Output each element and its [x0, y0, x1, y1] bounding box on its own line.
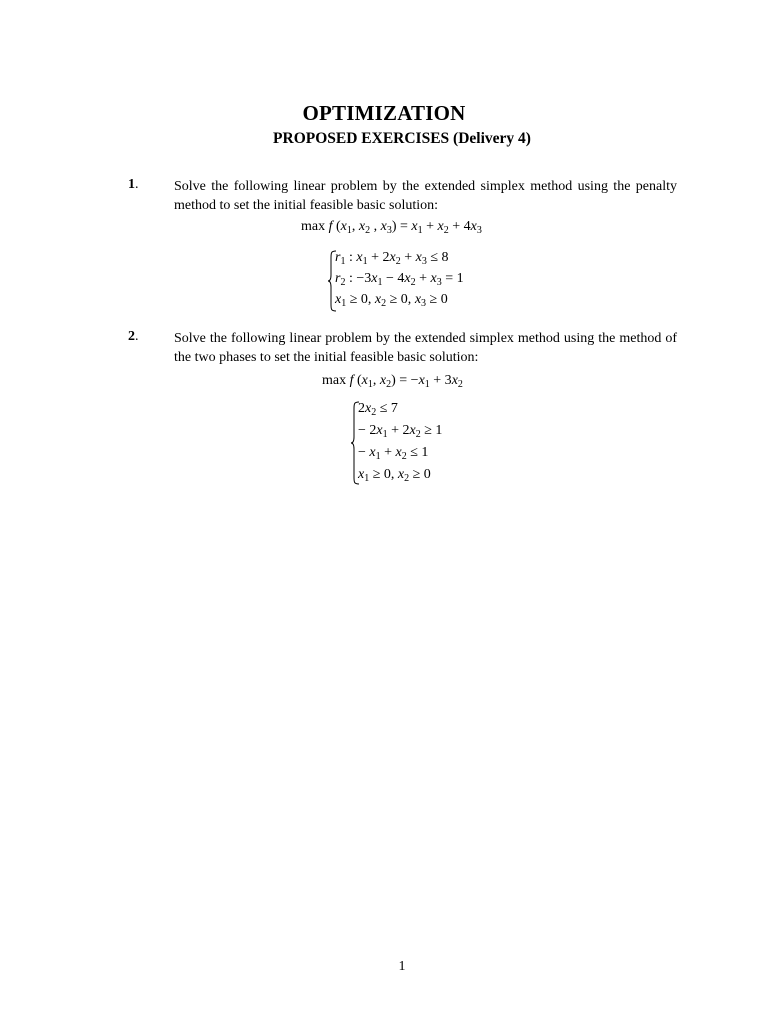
- document-subtitle: PROPOSED EXERCISES (Delivery 4): [273, 130, 531, 147]
- exercise-2-objective: max f ($x_1$, $x_2) = -x_1 + 3x_2$: [322, 373, 463, 390]
- exercise-2-number-value: 2: [128, 329, 135, 344]
- exercise-2-constraint-3: − $x_1 + x_2 \le 1$: [358, 445, 429, 462]
- exercise-1-number: 1.: [128, 177, 139, 192]
- exercise-1-constraint-2: $r_2$ : $-3x_1 - 4x_2 + x_3 = 1$: [335, 271, 464, 288]
- exercise-2-constraint-2: − $2x_1 + 2x_2 \ge 1$: [358, 423, 443, 440]
- exercise-2-constraint-1: $2x_2 \le 7$: [358, 401, 398, 418]
- exercise-2-number: 2.: [128, 329, 139, 344]
- exercise-1-number-value: 1: [128, 177, 135, 192]
- exercise-1-text: Solve the following linear problem by the extended simplex method using the penalty method to set the initial feasible basic solution:: [174, 179, 677, 213]
- exercise-1-constraint-1: $r_1$ : $x_1 + 2x_2 + x_3 \le 8$: [335, 250, 449, 267]
- exercise-2-constraint-4: $x_1 \ge 0$, $x_2 \ge 0$: [358, 467, 431, 484]
- exercise-1-objective: max f ($x_1$, $x_2$ , $x_3) = x_1 + x_2 + 4x_3$: [301, 219, 482, 236]
- exercise-2-text: Solve the following linear problem by the extended simplex method using the method of the two phases to set the initial feasible basic solution:: [174, 331, 677, 365]
- page-number: 1: [398, 959, 406, 974]
- exercise-1-constraint-3: $x_1 \ge 0$, $x_2 \ge 0$, $x_3 \ge 0$: [335, 292, 448, 309]
- document-title: OPTIMIZATION: [302, 101, 466, 125]
